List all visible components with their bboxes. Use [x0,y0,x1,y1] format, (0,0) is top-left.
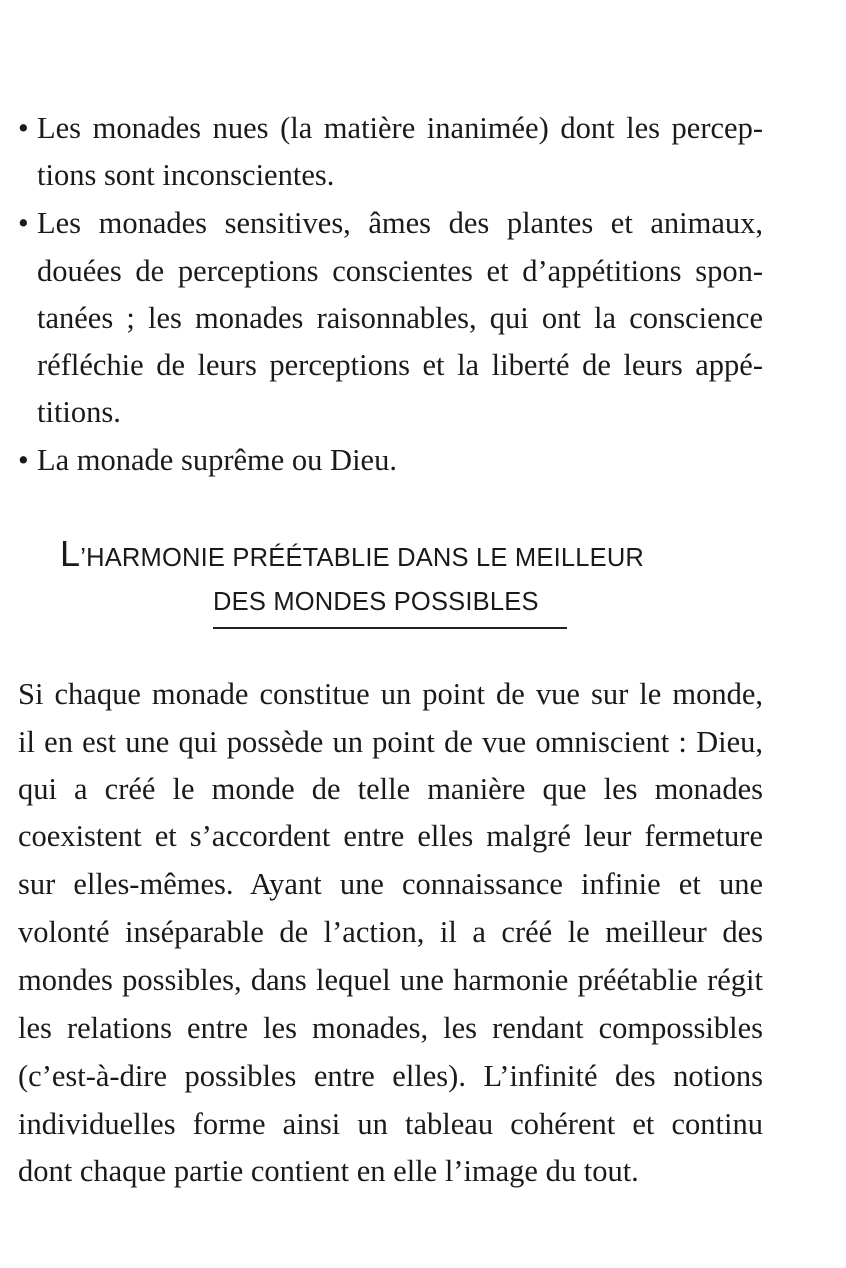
bullet-marker: • [18,443,29,477]
bullet-item-2-line-3: tanées ; les monades raisonnables, qui ont la conscience [37,301,763,335]
paragraph-line-2: il en est une qui possède un point de vue omniscient : Dieu, [18,725,763,759]
bullet-item-2-line-5: titions. [37,395,121,429]
paragraph-line-1: Si chaque monade constitue un point de vue sur le monde, [18,677,763,711]
bullet-item-2-line-4: réfléchie de leurs perceptions et la liberté de leurs appé- [37,348,763,382]
bullet-item-2-line-1: • Les monades sensitives, âmes des plantes et animaux, [18,206,763,240]
bullet-item-2-line-2: douées de perceptions conscientes et d’appétitions spon- [37,254,763,288]
bullet-item-1-line-1: • Les monades nues (la matière inanimée) dont les percep- [18,111,763,145]
section-heading-line-1: L’HARMONIE PRÉÉTABLIE DANS LE MEILLEUR [60,533,645,574]
paragraph-line-10: individuelles forme ainsi un tableau cohérent et continu [18,1107,763,1141]
paragraph-line-7: mondes possibles, dans lequel une harmonie préétablie régit [18,963,763,997]
paragraph-line-5: sur elles-mêmes. Ayant une connaissance infinie et une [18,867,763,901]
paragraph-line-4: coexistent et s’accordent entre elles malgré leur fermeture [18,819,763,853]
paragraph-line-11: dont chaque partie contient en elle l’image du tout. [18,1154,639,1188]
heading-initial-letter: L [60,533,81,574]
paragraph-line-9: (c’est-à-dire possibles entre elles). L’infinité des notions [18,1059,763,1093]
paragraph-line-6: volonté inséparable de l’action, il a créé le meilleur des [18,915,763,949]
section-heading-line-2: DES MONDES POSSIBLES [213,588,539,616]
bullet-marker: • [18,111,29,145]
paragraph-line-3: qui a créé le monde de telle manière que les monades [18,772,763,806]
bullet-marker: • [18,206,29,240]
bullet-item-3-line-1: • La monade suprême ou Dieu. [18,443,397,477]
bullet-item-1-line-2: tions sont inconscientes. [37,158,335,192]
paragraph-line-8: les relations entre les monades, les rendant compossibles [18,1011,763,1045]
heading-underline [213,627,567,629]
